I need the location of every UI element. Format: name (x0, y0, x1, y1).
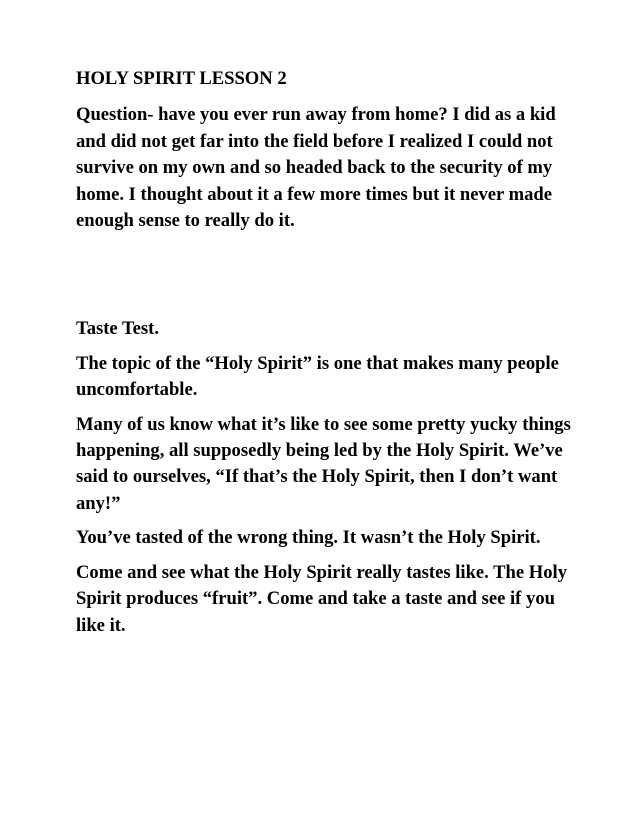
document-title: HOLY SPIRIT LESSON 2 (76, 68, 287, 89)
paragraph-4: Come and see what the Holy Spirit really tastes like. The Holy Spirit produces “fruit”. Come and take a taste and see if you like it. (76, 561, 568, 636)
paragraph-3: You’ve tasted of the wrong thing. It wasn’t the Holy Spirit. (76, 527, 541, 549)
intro-paragraph: Question- have you ever run away from home? I did as a kid and did not get far into the field before I realized I could not survive on my own and so headed back to the security of my home. I thought about it a few more times but it never made enough sense to really do it. (76, 104, 556, 232)
section-title: Taste Test. (76, 318, 160, 340)
paragraph-2: Many of us know what it’s like to see some pretty yucky things happening, all supposedly being led by the Holy Spirit. We’ve said to ourselves, “If that’s the Holy Spirit, then I don’t want any!” (76, 413, 571, 514)
paragraph-1: The topic of the “Holy Spirit” is one that makes many people uncomfortable. (76, 352, 559, 401)
document-body (76, 66, 576, 647)
